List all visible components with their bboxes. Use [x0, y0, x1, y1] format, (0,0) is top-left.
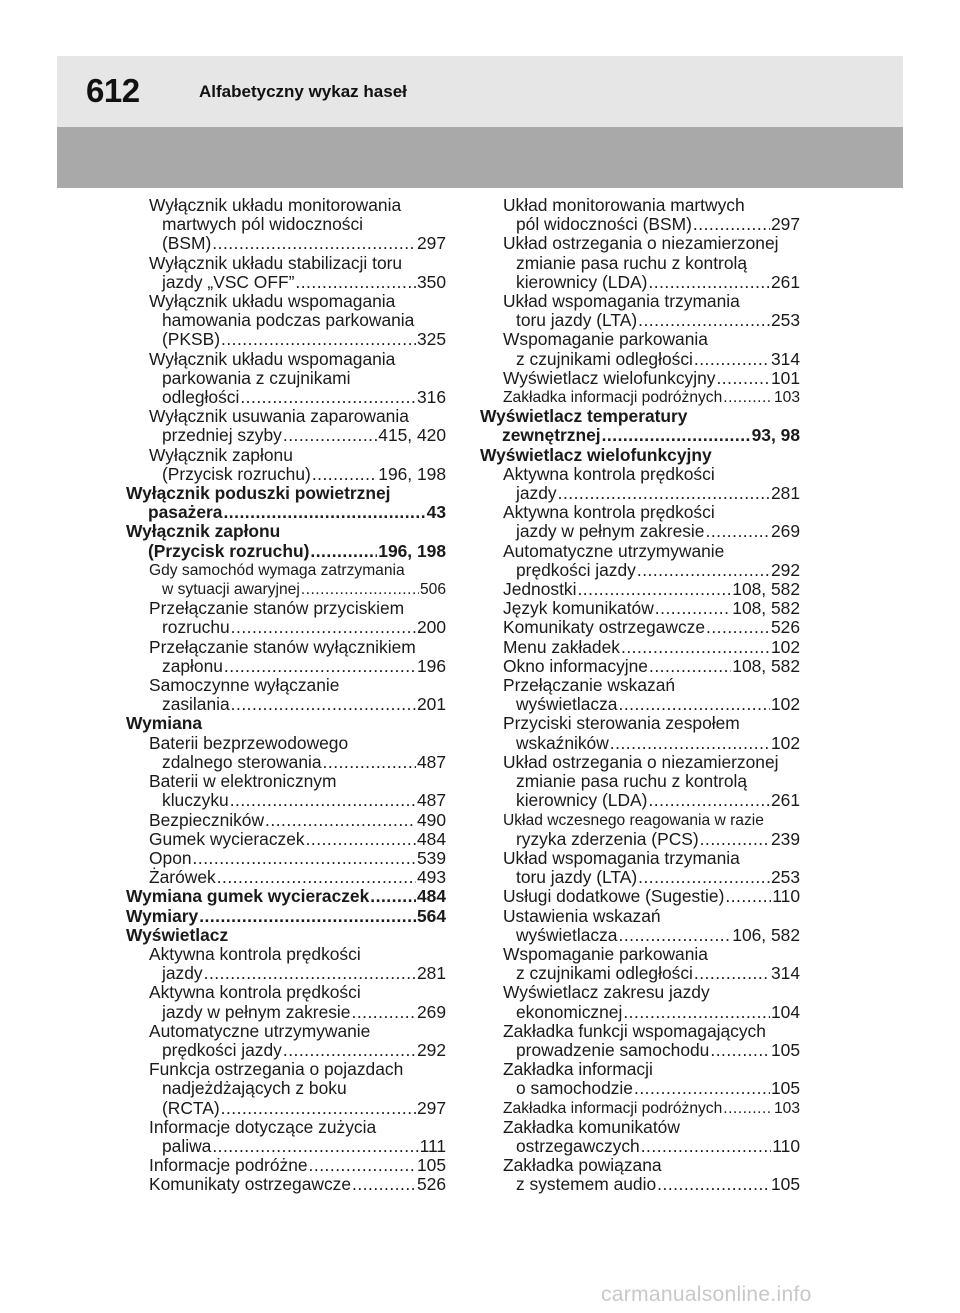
- dot-leader: [283, 426, 377, 445]
- index-entry-text: Automatyczne utrzymywanie: [503, 540, 725, 561]
- index-entry-text: Wyświetlacz wielofunkcyjny: [503, 367, 716, 388]
- index-entry-text: jazdy w pełnym zakresie: [516, 521, 705, 542]
- index-entry-text: wyświetlacza: [516, 694, 618, 715]
- page-reference: 104: [770, 1001, 800, 1022]
- index-entry: [126, 1118, 446, 1156]
- index-entry-text: zasilania: [162, 694, 230, 715]
- page-reference: 102: [770, 732, 800, 753]
- dot-leader: [221, 330, 416, 349]
- index-entry: [126, 292, 446, 350]
- index-entry-text: zmianie pasa ruchu z kontrolą: [516, 252, 748, 273]
- index-entry-text: kierownicy (LDA): [516, 790, 648, 811]
- page-reference: 484: [416, 828, 446, 849]
- index-entry: [480, 907, 800, 945]
- index-entry-text: Informacje dotyczące zużycia: [149, 1116, 377, 1137]
- watermark: carmanualsonline.info: [601, 1283, 812, 1306]
- page-reference: 201: [416, 694, 446, 715]
- index-entry-text: Baterii w elektronicznym: [149, 771, 337, 792]
- dot-leader: [193, 849, 416, 868]
- index-entry: [480, 849, 800, 887]
- page-reference: 105: [770, 1078, 800, 1099]
- index-entry-text: ekonomicznej: [516, 1001, 623, 1022]
- index-entry-text: Opon: [149, 847, 192, 868]
- chapter-tab-band: [57, 127, 903, 188]
- dot-leader: [634, 1079, 770, 1098]
- dot-leader: [694, 350, 770, 369]
- index-entry: [126, 446, 446, 484]
- page-reference: 487: [416, 751, 446, 772]
- page-reference: 297: [416, 233, 446, 254]
- index-entry-text: Gumek wycieraczek: [149, 828, 305, 849]
- index-entry-text: pól widoczności (BSM): [516, 214, 692, 235]
- page-reference: 253: [770, 310, 800, 331]
- page-reference: 281: [416, 963, 446, 984]
- index-entry: [480, 753, 800, 811]
- index-entry: [480, 1060, 800, 1098]
- dot-leader: [577, 580, 731, 599]
- page-reference: 239: [770, 828, 800, 849]
- page-reference: 111: [419, 1135, 446, 1156]
- page-reference: 105: [770, 1174, 800, 1195]
- index-entry-text: pasażera: [148, 502, 223, 523]
- index-entry-text: Wymiary: [126, 905, 199, 926]
- index-entry-text: przedniej szyby: [162, 425, 282, 446]
- dot-leader: [223, 503, 425, 522]
- index-entry-text: jazdy: [516, 483, 557, 504]
- page-reference: 269: [770, 521, 800, 542]
- index-entry-text: zdalnego sterowania: [162, 751, 322, 772]
- page-reference: 196, 198: [378, 540, 446, 561]
- index-entry: [126, 638, 446, 676]
- page-reference: 101: [770, 367, 800, 388]
- dot-leader: [648, 273, 770, 292]
- index-entry: [480, 580, 800, 599]
- page-reference: 103: [773, 1099, 800, 1117]
- section-title: Alfabetyczny wykaz haseł: [199, 82, 407, 101]
- index-entry: [126, 599, 446, 637]
- index-entry: [126, 350, 446, 408]
- index-entry-text: Bezpieczników: [149, 809, 265, 830]
- index-entry-text: Język komunikatów: [503, 598, 654, 619]
- index-entry: [480, 503, 800, 541]
- index-entry-text: toru jazdy (LTA): [516, 867, 638, 888]
- index-entry-text: Wyłącznik układu stabilizacji toru: [149, 252, 403, 273]
- index-entry-text: Układ monitorowania martwych: [503, 195, 745, 215]
- index-column-left: [126, 196, 446, 1195]
- index-entry-text: Wyświetlacz temperatury: [480, 406, 688, 427]
- page-reference: 526: [770, 617, 800, 638]
- page-reference: 350: [416, 271, 446, 292]
- index-entry-text: o samochodzie: [516, 1078, 633, 1099]
- index-entry-text: z czujnikami odległości: [516, 963, 693, 984]
- index-entry-text: Komunikaty ostrzegawcze: [149, 1174, 352, 1195]
- dot-leader: [694, 964, 770, 983]
- dot-leader: [265, 811, 416, 830]
- index-entry-text: Przełączanie wskazań: [503, 675, 676, 696]
- index-entry-text: zapłonu: [162, 655, 223, 676]
- page-reference: 292: [770, 559, 800, 580]
- index-entry-text: Wyłącznik zapłonu: [126, 521, 281, 542]
- index-entry: [126, 811, 446, 830]
- index-entry-text: Układ wspomagania trzymania: [503, 847, 740, 868]
- header-band: [57, 56, 903, 128]
- index-entry-text: martwych pól widoczności: [162, 214, 364, 235]
- page-reference: 269: [416, 1001, 446, 1022]
- page-reference: 110: [772, 886, 800, 907]
- page-reference: 261: [770, 790, 800, 811]
- index-entry: [480, 638, 800, 657]
- index-entry: [126, 734, 446, 772]
- index-entry-text: prędkości jazdy: [162, 1039, 282, 1060]
- index-entry-text: Wyłącznik usuwania zaparowania: [149, 406, 409, 427]
- index-entry: [126, 945, 446, 983]
- page-number: 612: [86, 72, 140, 109]
- dot-leader: [224, 657, 416, 676]
- index-entry-text: nadjeżdżających z boku: [162, 1078, 347, 1099]
- index-heading: [126, 907, 446, 926]
- page-reference: 316: [416, 387, 446, 408]
- index-entry: [480, 657, 800, 676]
- index-entry-text: Wyłącznik układu wspomagania: [149, 291, 396, 312]
- index-entry: [480, 330, 800, 368]
- index-entry: [480, 599, 800, 618]
- index-entry-text: Aktywna kontrola prędkości: [149, 982, 361, 1003]
- index-heading: [126, 926, 446, 945]
- dot-leader: [638, 868, 770, 887]
- index-entry-text: ostrzegawczych: [516, 1135, 640, 1156]
- index-entry: [480, 945, 800, 983]
- index-entry: [126, 830, 446, 849]
- index-entry: [126, 254, 446, 292]
- page-reference: 108, 582: [732, 579, 800, 600]
- dot-leader: [618, 695, 770, 714]
- index-entry-text: Układ wspomagania trzymania: [503, 291, 740, 312]
- dot-leader: [199, 907, 416, 926]
- page-reference: 493: [416, 867, 446, 888]
- dot-leader: [649, 657, 731, 676]
- index-entry-text: Wyłącznik poduszki powietrznej: [126, 483, 391, 504]
- dot-leader: [637, 561, 770, 580]
- index-entry-text: prowadzenie samochodu: [516, 1039, 710, 1060]
- index-entry-text: (PKSB): [162, 329, 220, 350]
- dot-leader: [306, 830, 416, 849]
- page-reference: 102: [770, 694, 800, 715]
- page-reference: 526: [416, 1174, 446, 1195]
- dot-leader: [221, 1099, 416, 1118]
- dot-leader: [240, 388, 416, 407]
- page-reference: 105: [416, 1155, 446, 1176]
- index-entry-text: Zakładka funkcji wspomagających: [503, 1020, 766, 1041]
- index-entry-text: Wspomaganie parkowania: [503, 329, 708, 350]
- dot-leader: [312, 465, 377, 484]
- page-reference: 110: [772, 1135, 800, 1156]
- page-reference: 292: [416, 1039, 446, 1060]
- index-entry: [480, 369, 800, 388]
- index-entry: [126, 1175, 446, 1194]
- dot-leader: [648, 791, 770, 810]
- index-entry-text: (Przycisk rozruchu): [162, 463, 311, 484]
- index-entry-text: Samoczynne wyłączanie: [149, 675, 340, 696]
- index-entry-text: Usługi dodatkowe (Sugestie): [503, 886, 725, 907]
- page-reference: 297: [770, 214, 800, 235]
- index-entry-text: Wyłącznik zapłonu: [149, 444, 293, 465]
- page-reference: 415, 420: [378, 425, 446, 446]
- index-entry-text: kluczyku: [162, 790, 229, 811]
- dot-leader: [655, 599, 732, 618]
- page-reference: 108, 582: [732, 598, 800, 619]
- index-entry-text: Przełączanie stanów przyciskiem: [149, 598, 405, 619]
- page-reference: 325: [416, 329, 446, 350]
- index-entry: [480, 983, 800, 1021]
- index-entry-text: kierownicy (LDA): [516, 271, 648, 292]
- index-entry-text: jazdy w pełnym zakresie: [162, 1001, 351, 1022]
- index-heading: [480, 446, 800, 465]
- index-entry: [126, 407, 446, 445]
- index-entry: [480, 388, 800, 407]
- dot-leader: [295, 273, 416, 292]
- index-heading: [480, 407, 800, 445]
- index-entry-text: Układ ostrzegania o niezamierzonej: [503, 233, 779, 254]
- dot-leader: [217, 868, 416, 887]
- index-entry-text: Układ ostrzegania o niezamierzonej: [503, 751, 779, 772]
- index-entry-text: Przyciski sterowania zespołem: [503, 713, 740, 734]
- index-heading: [126, 522, 446, 560]
- dot-leader: [212, 1137, 418, 1156]
- dot-leader: [301, 580, 419, 599]
- index-entry-text: Informacje podróżne: [149, 1155, 308, 1176]
- index-entry: [126, 1156, 446, 1175]
- index-entry: [126, 868, 446, 887]
- index-entry-text: zewnętrznej: [502, 425, 601, 446]
- index-entry-text: toru jazdy (LTA): [516, 310, 638, 331]
- dot-leader: [693, 215, 770, 234]
- index-column-right: [480, 196, 800, 1195]
- page-reference: 105: [770, 1039, 800, 1060]
- dot-leader: [706, 618, 770, 637]
- index-entry-text: Aktywna kontrola prędkości: [503, 463, 715, 484]
- dot-leader: [231, 618, 416, 637]
- index-entry-text: Zakładka informacji podróżnych: [503, 389, 723, 407]
- dot-leader: [705, 522, 770, 541]
- index-entry-text: Wymiana gumek wycieraczek: [126, 886, 370, 907]
- dot-leader: [230, 791, 416, 810]
- index-entry-text: (BSM): [162, 233, 212, 254]
- index-entry-text: Zakładka informacji: [503, 1059, 653, 1080]
- index-entry-text: Wyświetlacz wielofunkcyjny: [480, 444, 712, 465]
- index-entry-text: hamowania podczas parkowania: [162, 310, 415, 331]
- dot-leader: [558, 484, 770, 503]
- page-reference: 261: [770, 271, 800, 292]
- page-reference: 103: [773, 389, 800, 407]
- dot-leader: [212, 234, 416, 253]
- page-reference: 106, 582: [732, 924, 800, 945]
- dot-leader: [204, 964, 416, 983]
- index-entry: [126, 983, 446, 1021]
- index-entry-text: Układ wczesnego reagowania w razie: [503, 811, 764, 829]
- index-entry-text: Wymiana: [126, 713, 203, 734]
- index-entry-text: Komunikaty ostrzegawcze: [503, 617, 706, 638]
- dot-leader: [710, 1041, 770, 1060]
- index-entry: [126, 676, 446, 714]
- index-entry: [480, 618, 800, 637]
- dot-leader: [716, 369, 770, 388]
- index-entry-text: Wyłącznik układu monitorowania: [149, 195, 402, 215]
- index-entry-text: jazdy: [162, 963, 203, 984]
- index-entry-text: ryzyka zderzenia (PCS): [516, 828, 699, 849]
- index-entry: [480, 234, 800, 292]
- index-entry-text: paliwa: [162, 1135, 212, 1156]
- dot-leader: [723, 1099, 773, 1118]
- index-entry-text: Zakładka komunikatów: [503, 1116, 680, 1137]
- page-reference: 253: [770, 867, 800, 888]
- index-entry-text: Aktywna kontrola prędkości: [503, 502, 715, 523]
- index-entry-text: z czujnikami odległości: [516, 348, 693, 369]
- dot-leader: [700, 830, 770, 849]
- dot-leader: [309, 1156, 416, 1175]
- page-reference: 484: [416, 886, 446, 907]
- index-entry: [126, 561, 446, 599]
- index-entry: [126, 1022, 446, 1060]
- index-entry: [126, 772, 446, 810]
- dot-leader: [621, 638, 770, 657]
- page-reference: 102: [770, 636, 800, 657]
- dot-leader: [351, 1003, 416, 1022]
- dot-leader: [283, 1041, 416, 1060]
- dot-leader: [602, 426, 751, 445]
- index-entry-text: wyświetlacza: [516, 924, 618, 945]
- index-entry: [126, 196, 446, 254]
- index-entry-text: wskaźników: [516, 732, 609, 753]
- index-entry-text: Przełączanie stanów wyłącznikiem: [149, 636, 416, 657]
- index-entry: [480, 465, 800, 503]
- index-entry-text: Wyłącznik układu wspomagania: [149, 348, 396, 369]
- index-entry-text: jazdy „VSC OFF”: [162, 271, 295, 292]
- index-heading: [126, 714, 446, 733]
- dot-leader: [370, 887, 416, 906]
- page-reference: 314: [770, 348, 800, 369]
- index-entry-text: rozruchu: [162, 617, 230, 638]
- index-heading: [126, 484, 446, 522]
- dot-leader: [638, 311, 770, 330]
- index-entry: [126, 1060, 446, 1118]
- page-reference: 487: [416, 790, 446, 811]
- index-entry: [480, 811, 800, 849]
- index-entry-text: Żarówek: [149, 867, 216, 888]
- page-reference: 490: [416, 809, 446, 830]
- index-entry-text: Wyświetlacz: [126, 924, 229, 945]
- index-entry: [480, 676, 800, 714]
- dot-leader: [310, 542, 377, 561]
- index-entry: [480, 542, 800, 580]
- index-entry-text: w sytuacji awaryjnej: [162, 581, 300, 599]
- index-entry-text: Baterii bezprzewodowego: [149, 732, 349, 753]
- index-entry-text: Wyświetlacz zakresu jazdy: [503, 982, 710, 1003]
- dot-leader: [610, 734, 770, 753]
- index-entry: [480, 1099, 800, 1118]
- index-entry-text: Jednostki: [503, 579, 577, 600]
- index-entry-text: Menu zakładek: [503, 636, 620, 657]
- index-entry: [480, 292, 800, 330]
- page-reference: 93, 98: [751, 425, 800, 446]
- index-entry-text: Wspomaganie parkowania: [503, 943, 708, 964]
- dot-leader: [618, 926, 731, 945]
- index-entry-text: zmianie pasa ruchu z kontrolą: [516, 771, 748, 792]
- index-entry-text: Okno informacyjne: [503, 655, 648, 676]
- dot-leader: [641, 1137, 772, 1156]
- index-heading: [126, 887, 446, 906]
- index-entry-text: parkowania z czujnikami: [162, 367, 351, 388]
- index-entry: [480, 1156, 800, 1194]
- index-entry-text: Zakładka informacji podróżnych: [503, 1099, 723, 1117]
- dot-leader: [657, 1175, 770, 1194]
- page-reference: 281: [770, 483, 800, 504]
- dot-leader: [231, 695, 416, 714]
- index-entry-text: Gdy samochód wymaga zatrzymania: [149, 561, 405, 579]
- page-reference: 196, 198: [378, 463, 446, 484]
- page-reference: 43: [426, 502, 446, 523]
- dot-leader: [723, 388, 773, 407]
- index-entry: [480, 196, 800, 234]
- page-reference: 506: [419, 581, 446, 599]
- dot-leader: [725, 887, 771, 906]
- page-reference: 297: [416, 1097, 446, 1118]
- page-reference: 196: [416, 655, 446, 676]
- dot-leader: [323, 753, 416, 772]
- page-reference: 108, 582: [732, 655, 800, 676]
- index-entry-text: (Przycisk rozruchu): [148, 540, 310, 561]
- page-reference: 200: [416, 617, 446, 638]
- index-entry: [126, 849, 446, 868]
- index-entry-text: odległości: [162, 387, 240, 408]
- index-entry-text: prędkości jazdy: [516, 559, 636, 580]
- index-entry: [480, 714, 800, 752]
- index-entry-text: Ustawienia wskazań: [503, 905, 661, 926]
- index-entry: [480, 1022, 800, 1060]
- page-reference: 314: [770, 963, 800, 984]
- page-reference: 564: [416, 905, 446, 926]
- index-entry: [480, 887, 800, 906]
- index-entry-text: Funkcja ostrzegania o pojazdach: [149, 1059, 404, 1080]
- page-reference: 539: [416, 847, 446, 868]
- index-entry-text: Zakładka powiązana: [503, 1155, 662, 1176]
- index-entry-text: Aktywna kontrola prędkości: [149, 943, 361, 964]
- index-entry: [480, 1118, 800, 1156]
- dot-leader: [623, 1003, 770, 1022]
- index-entry-text: (RCTA): [162, 1097, 220, 1118]
- dot-leader: [352, 1175, 416, 1194]
- index-entry-text: Automatyczne utrzymywanie: [149, 1020, 371, 1041]
- index-entry-text: z systemem audio: [516, 1174, 657, 1195]
